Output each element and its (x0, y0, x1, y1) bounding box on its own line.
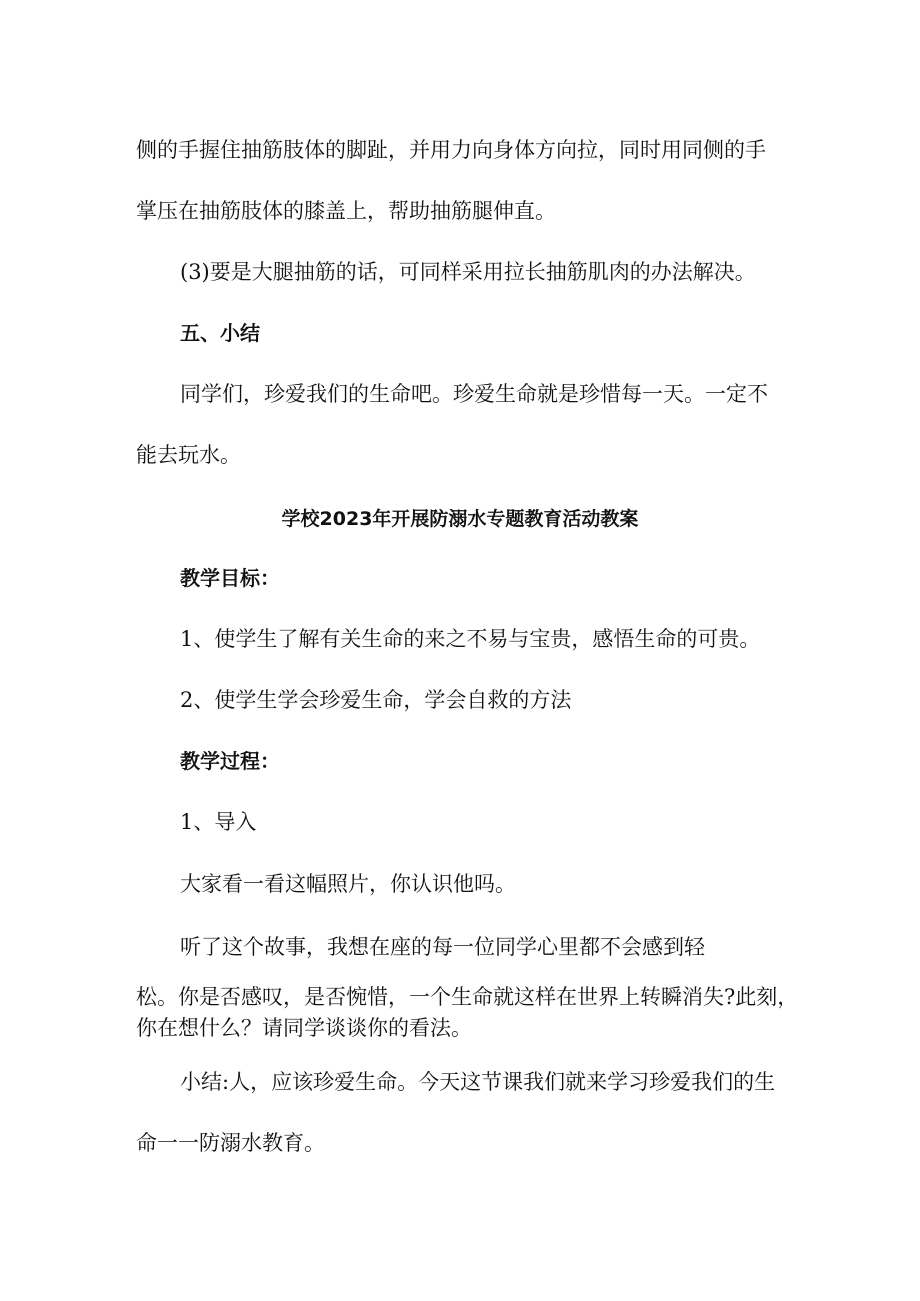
objective-item-2: 2、使学生学会珍爱生命，学会自救的方法 (180, 688, 572, 712)
body-text-line: 掌压在抽筋肢体的膝盖上，帮助抽筋腿伸直。 (136, 199, 556, 223)
body-text-line: 同学们，珍爱我们的生命吧。珍爱生命就是珍惜每一天。一定不 (180, 382, 768, 406)
list-item-3: (3)要是大腿抽筋的话，可同样采用拉长抽筋肌肉的办法解决。 (180, 260, 756, 284)
body-text-line: 你在想什么？请同学谈谈你的看法。 (136, 1016, 472, 1040)
body-text-line: 松。你是否感叹，是否惋惜，一个生命就这样在世界上转瞬消失?此刻， (136, 985, 799, 1009)
section-heading-process: 教学过程： (180, 749, 280, 773)
body-text-line: 命一一防溺水教育。 (136, 1131, 325, 1155)
body-text-line: 侧的手握住抽筋肢体的脚趾，并用力向身体方向拉，同时用同侧的手 (136, 138, 766, 162)
objective-item-1: 1、使学生了解有关生命的来之不易与宝贵，感悟生命的可贵。 (180, 627, 761, 651)
process-item-1: 1、导入 (180, 810, 257, 834)
section-heading-summary: 五、小结 (180, 321, 260, 345)
body-text-line: 大家看一看这幅照片，你认识他吗。 (180, 872, 516, 896)
body-text-line: 听了这个故事，我想在座的每一位同学心里都不会感到轻 (180, 935, 705, 959)
section-heading-objectives: 教学目标： (180, 566, 280, 590)
document-title: 学校2023年开展防溺水专题教育活动教案 (281, 508, 639, 530)
body-text-line: 能去玩水。 (136, 443, 241, 467)
summary-paragraph: 小结:人，应该珍爱生命。今天这节课我们就来学习珍爱我们的生 (180, 1070, 776, 1094)
